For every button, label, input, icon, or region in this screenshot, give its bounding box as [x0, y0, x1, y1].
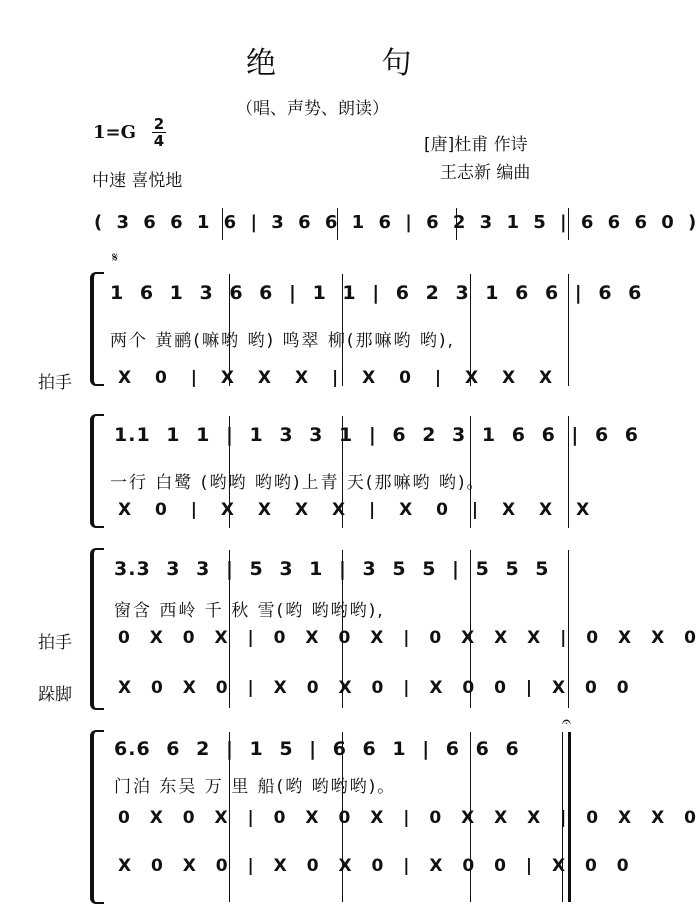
system-brace: [90, 272, 104, 386]
system-brace: [90, 730, 104, 904]
meter-top: 2: [153, 115, 165, 133]
barline: [342, 416, 343, 528]
meter-bottom: 4: [153, 132, 165, 150]
label-clap: 拍手: [38, 373, 72, 393]
system-3-lyrics: 窗含 西岭 千 秋 雪(哟 哟哟哟),: [114, 601, 385, 621]
barline: [229, 732, 230, 902]
system-brace: [90, 548, 104, 710]
system-2-lyrics: 一行 白鹭 (哟哟 哟哟)上青 天(那嘛哟 哟)。: [110, 473, 486, 493]
poet-credit: [唐]杜甫 作诗: [424, 135, 528, 155]
system-4-notes: 6.6 6 2 | 1 5 | 6 6 1 | 6 6 6: [114, 738, 520, 760]
system-3-stamp: X 0 X 0 | X 0 X 0 | X 0 0 | X 0 0: [118, 678, 629, 698]
barline: [222, 208, 223, 240]
system-4-stamp: X 0 X 0 | X 0 X 0 | X 0 0 | X 0 0: [118, 856, 629, 876]
barline: [470, 416, 471, 528]
system-1-notes: 1 6 1 3 6 6 | 1 1 | 6 2 3 1 6 6 | 6 6: [110, 282, 643, 304]
barline: [342, 732, 343, 902]
tempo-marking: 中速 喜悦地: [92, 171, 183, 191]
barline: [568, 550, 569, 708]
system-3-clap: 0 X 0 X | 0 X 0 X | 0 X X X | 0 X X 0: [118, 628, 696, 648]
system-1-lyrics: 两个 黄鹂(嘛哟 哟) 鸣翠 柳(那嘛哟 哟),: [110, 331, 455, 351]
barline: [470, 550, 471, 708]
system-3-notes: 3.3 3 3 | 5 3 1 | 3 5 5 | 5 5 5: [114, 558, 550, 580]
system-4-clap: 0 X 0 X | 0 X 0 X | 0 X X X | 0 X X 0: [118, 808, 696, 828]
final-barline-thick: [568, 732, 571, 902]
barline: [568, 274, 569, 386]
label-stamp: 跺脚: [38, 685, 72, 705]
barline: [568, 416, 569, 528]
time-signature: [150, 116, 168, 149]
intro-line: ( 3 6 6 1 6 | 3 6 6 1 6 | 6 2 3 1 5 | 6 6 6 0 ): [94, 212, 697, 233]
barline: [342, 274, 343, 386]
page-title: 绝 句: [246, 46, 460, 81]
key-signature: 1=G: [93, 122, 136, 143]
barline: [470, 274, 471, 386]
barline: [456, 208, 457, 240]
barline: [229, 416, 230, 528]
barline: [342, 550, 343, 708]
barline: [337, 208, 338, 240]
system-2-notes: 1.1 1 1 | 1 3 3 1 | 6 2 3 1 6 6 | 6 6: [114, 424, 640, 446]
fermata-sign: 𝄐: [562, 712, 571, 731]
system-brace: [90, 414, 104, 528]
system-2-clap: X 0 | X X X X | X 0 | X X X: [118, 500, 590, 520]
system-4-lyrics: 门泊 东吴 万 里 船(哟 哟哟哟)。: [114, 777, 397, 797]
page-subtitle: （唱、声势、朗读）: [236, 99, 389, 119]
label-clap: 拍手: [38, 633, 72, 653]
barline: [568, 208, 569, 240]
barline: [229, 274, 230, 386]
barline: [470, 732, 471, 902]
final-barline-thin: [562, 732, 563, 902]
segno-sign: 𝄋: [112, 250, 119, 266]
barline: [229, 550, 230, 708]
system-1-clap: X 0 | X X X | X 0 | X X X: [118, 368, 553, 388]
composer-credit: 王志新 编曲: [440, 163, 531, 183]
